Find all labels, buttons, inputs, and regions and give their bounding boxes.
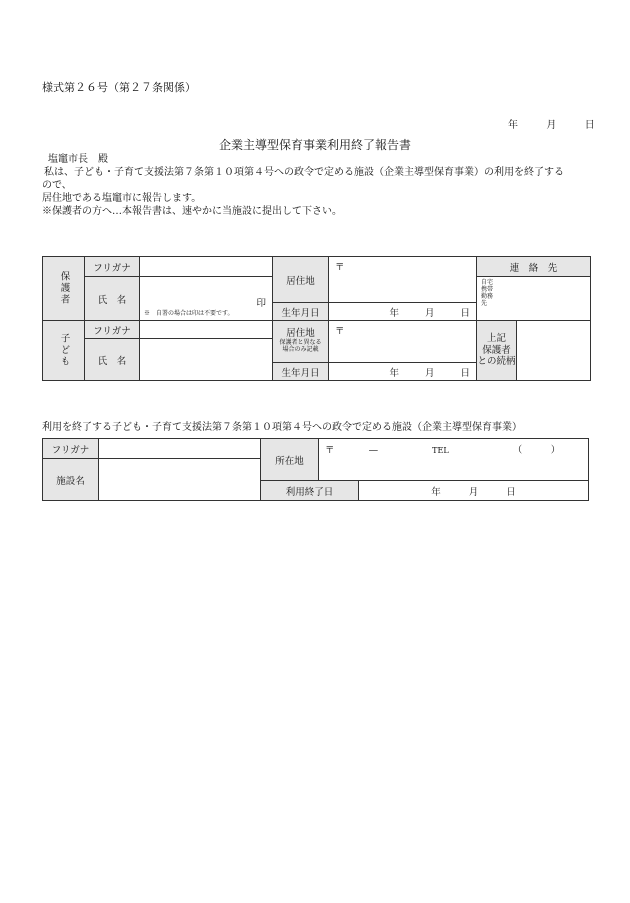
seal-note: ※ 自署の場合は印は不要です。: [144, 310, 234, 318]
guardian-birth-label: 生年月日: [273, 303, 329, 321]
facility-table: [42, 438, 589, 501]
body-line-1: 私は、子ども・子育て支援法第７条第１０項第４号への政令で定める施設（企業主導型保育事業）の利用を終了する: [44, 167, 564, 178]
guardian-name-label: 氏 名: [85, 277, 140, 321]
end-date-field[interactable]: 年 月 日: [359, 481, 589, 501]
facility-furigana-field[interactable]: [99, 439, 261, 459]
child-name-label: 氏 名: [85, 339, 140, 381]
date-day-label: 日: [584, 120, 595, 131]
body-line-3: 居住地である塩竈市に報告します。: [42, 193, 202, 204]
child-furigana-field[interactable]: [140, 321, 273, 339]
contact-type-home: 自宅: [481, 279, 494, 286]
facility-name-field[interactable]: [99, 459, 261, 501]
facility-location-field[interactable]: [319, 439, 589, 481]
contact-header: 連 絡 先: [477, 257, 591, 277]
guardian-residence-field[interactable]: [329, 257, 477, 303]
relation-label: 上記 保護者 との続柄: [477, 321, 517, 381]
date-month-label: 月: [546, 120, 557, 131]
body-line-2: ので、: [42, 180, 72, 191]
guardian-section-label: 保護者: [43, 257, 85, 321]
form-number: 様式第２６号（第２７条関係）: [42, 81, 196, 94]
document-title: 企業主導型保育事業利用終了報告書: [218, 138, 411, 152]
child-birth-field[interactable]: 年 月 日: [329, 363, 477, 381]
postal-mark: 〒: [325, 445, 335, 456]
guardian-furigana-label: フリガナ: [85, 257, 140, 277]
facility-heading: 利用を終了する子ども・子育て支援法第７条第１０項第４号への政令で定める施設（企業主導型保育事業）: [42, 422, 522, 433]
facility-furigana-label: フリガナ: [43, 439, 99, 459]
tel-label: TEL: [432, 446, 449, 455]
contact-type-mobile: 携帯: [481, 285, 494, 293]
tel-paren: （ ）: [512, 445, 561, 456]
date-header: [508, 120, 595, 133]
child-furigana-label: フリガナ: [85, 321, 140, 339]
child-residence-field[interactable]: [329, 321, 477, 363]
guardian-birth-field[interactable]: 年 月 日: [329, 303, 477, 321]
contact-type-work: 勤務: [481, 292, 494, 300]
guardian-note: ※保護者の方へ…本報告書は、速やかに当施設に提出して下さい。: [42, 206, 342, 217]
date-year-label: 年: [508, 120, 518, 131]
seal-mark: 印: [256, 298, 266, 309]
facility-location-label: 所在地: [261, 439, 319, 481]
guardian-residence-label: 居住地: [273, 257, 329, 303]
child-birth-label: 生年月日: [273, 363, 329, 381]
child-residence-label: 居住地 保護者と異なる 場合のみ記載: [273, 321, 329, 363]
contact-type-work-2: 先: [481, 299, 488, 307]
addressee: 塩竈市長 殿: [48, 154, 108, 165]
relation-field[interactable]: [517, 321, 591, 381]
guardian-name-field[interactable]: [140, 277, 273, 321]
guardian-child-table: [42, 256, 591, 381]
postal-dash: —: [368, 445, 379, 456]
postal-mark: 〒: [335, 262, 345, 273]
end-date-label: 利用終了日: [261, 481, 359, 501]
guardian-furigana-field[interactable]: [140, 257, 273, 277]
contact-field[interactable]: [477, 277, 591, 321]
postal-mark: 〒: [335, 326, 345, 337]
child-section-label: 子ども: [43, 321, 85, 381]
facility-name-label: 施設名: [43, 459, 99, 501]
child-name-field[interactable]: [140, 339, 273, 381]
